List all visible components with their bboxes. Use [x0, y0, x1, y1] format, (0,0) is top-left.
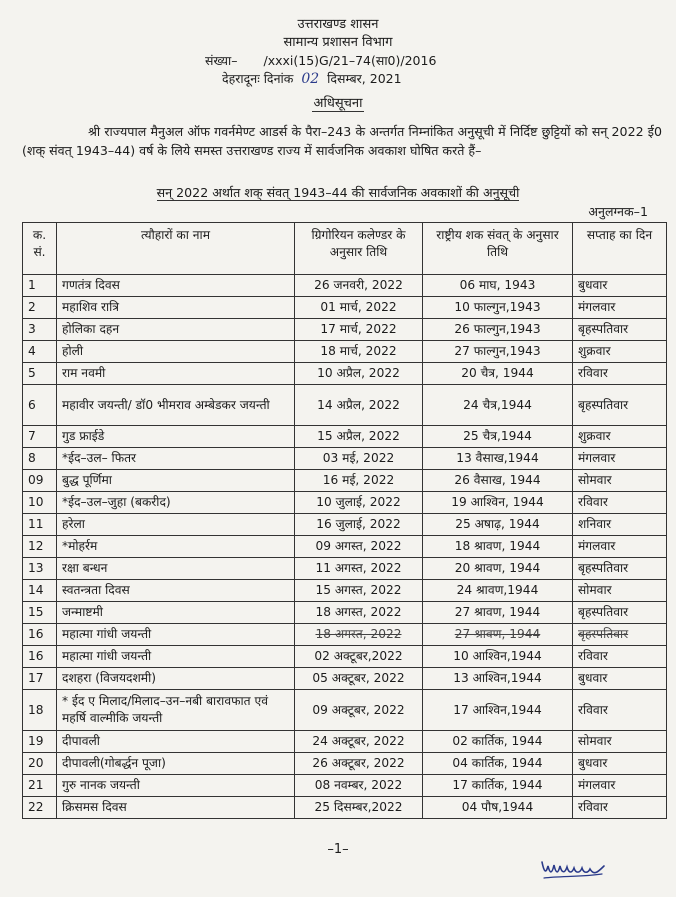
cell-gregorian-date: 24 अक्टूबर, 2022	[295, 731, 423, 753]
cell-shaka-date: 18 श्रावण, 1944	[423, 536, 573, 558]
cell-festival: राम नवमी	[57, 363, 295, 385]
cell-weekday: मंगलवार	[573, 448, 667, 470]
cell-shaka-date: 27 श्रावण, 1944	[423, 602, 573, 624]
table-header-row	[23, 223, 667, 275]
cell-weekday: शनिवार	[573, 514, 667, 536]
cell-gregorian-date: 01 मार्च, 2022	[295, 297, 423, 319]
cell-weekday: बुधवार	[573, 753, 667, 775]
cell-gregorian-date: 25 दिसम्बर,2022	[295, 797, 423, 819]
cell-shaka-date: 20 चैत्र, 1944	[423, 363, 573, 385]
table-row	[23, 558, 667, 580]
cell-shaka-date: 04 कार्तिक, 1944	[423, 753, 573, 775]
cell-weekday: बृहस्पतिवार	[573, 602, 667, 624]
cell-serial: 2	[23, 297, 57, 319]
table-row	[23, 448, 667, 470]
cell-gregorian-date: 10 जुलाई, 2022	[295, 492, 423, 514]
cell-shaka-date: 27 श्रावण, 1944	[423, 624, 573, 646]
cell-festival: दशहरा (विजयदशमी)	[57, 668, 295, 690]
cell-serial: 09	[23, 470, 57, 492]
cell-weekday: रविवार	[573, 797, 667, 819]
col-header-festival: त्यौहारों का नाम	[57, 223, 295, 275]
cell-shaka-date: 24 चैत्र,1944	[423, 385, 573, 426]
cell-festival: दीपावली(गोबर्द्धन पूजा)	[57, 753, 295, 775]
cell-gregorian-date: 08 नवम्बर, 2022	[295, 775, 423, 797]
cell-serial: 17	[23, 668, 57, 690]
cell-shaka-date: 13 आश्विन,1944	[423, 668, 573, 690]
table-row	[23, 385, 667, 426]
cell-shaka-date: 26 फाल्गुन,1943	[423, 319, 573, 341]
cell-gregorian-date: 16 जुलाई, 2022	[295, 514, 423, 536]
cell-festival: *ईद–उल– फितर	[57, 448, 295, 470]
cell-shaka-date: 20 श्रावण, 1944	[423, 558, 573, 580]
cell-festival: *ईद–उल–जुहा (बकरीद)	[57, 492, 295, 514]
cell-shaka-date: 10 आश्विन,1944	[423, 646, 573, 668]
notification-paragraph: श्री राज्यपाल मैनुअल ऑफ गवर्नमेण्ट आडर्स के पैरा–243 के अन्तर्गत निम्नांकित अनुसूची में निर्दिष्ट छुट्टियों को सन् 2022 ई0 (शक् संवत् 1943–44) वर्ष के लिये समस्त उत्तराखण्ड राज्य में सार्वजनिक अवकाश घोषित करते हैं–	[22, 124, 662, 158]
cell-weekday: मंगलवार	[573, 297, 667, 319]
cell-weekday: सोमवार	[573, 470, 667, 492]
cell-festival: *मोहर्रम	[57, 536, 295, 558]
table-row	[23, 297, 667, 319]
cell-shaka-date: 10 फाल्गुन,1943	[423, 297, 573, 319]
govt-name: उत्तराखण्ड शासन	[297, 17, 379, 32]
cell-serial: 19	[23, 731, 57, 753]
cell-shaka-date: 24 श्रावण,1944	[423, 580, 573, 602]
cell-gregorian-date: 18 अगस्त, 2022	[295, 624, 423, 646]
cell-weekday: बृहस्पतिवार	[573, 624, 667, 646]
cell-festival: महात्मा गांधी जयन्ती	[57, 646, 295, 668]
cell-weekday: बुधवार	[573, 668, 667, 690]
cell-serial: 16	[23, 646, 57, 668]
cell-shaka-date: 06 माघ, 1943	[423, 275, 573, 297]
table-row	[23, 753, 667, 775]
cell-shaka-date: 17 आश्विन,1944	[423, 690, 573, 731]
notification-title: अधिसूचना	[313, 96, 363, 111]
cell-festival: महात्मा गांधी जयन्ती	[57, 624, 295, 646]
cell-gregorian-date: 10 अप्रैल, 2022	[295, 363, 423, 385]
cell-serial: 15	[23, 602, 57, 624]
cell-weekday: रविवार	[573, 690, 667, 731]
cell-gregorian-date: 18 अगस्त, 2022	[295, 602, 423, 624]
cell-serial: 22	[23, 797, 57, 819]
cell-shaka-date: 02 कार्तिक, 1944	[423, 731, 573, 753]
cell-festival: जन्माष्टमी	[57, 602, 295, 624]
col-header-serial: क. सं.	[23, 223, 57, 275]
cell-shaka-date: 04 पौष,1944	[423, 797, 573, 819]
cell-festival: महाशिव रात्रि	[57, 297, 295, 319]
cell-festival: दीपावली	[57, 731, 295, 753]
cell-shaka-date: 25 अषाढ़, 1944	[423, 514, 573, 536]
table-row	[23, 775, 667, 797]
cell-gregorian-date: 16 मई, 2022	[295, 470, 423, 492]
table-row	[23, 646, 667, 668]
cell-serial: 8	[23, 448, 57, 470]
holiday-table	[22, 222, 667, 819]
cell-festival: होलिका दहन	[57, 319, 295, 341]
issue-date	[222, 70, 402, 87]
cell-gregorian-date: 26 अक्टूबर, 2022	[295, 753, 423, 775]
cell-weekday: मंगलवार	[573, 536, 667, 558]
cell-serial: 13	[23, 558, 57, 580]
cell-weekday: शुक्रवार	[573, 341, 667, 363]
cell-serial: 12	[23, 536, 57, 558]
cell-shaka-date: 17 कार्तिक, 1944	[423, 775, 573, 797]
cell-gregorian-date: 17 मार्च, 2022	[295, 319, 423, 341]
table-row	[23, 602, 667, 624]
cell-festival: स्वतन्त्रता दिवस	[57, 580, 295, 602]
col-header-gregorian-date: ग्रिगोरियन कलेण्डर के अनुसार तिथि	[295, 223, 423, 275]
cell-festival: क्रिसमस दिवस	[57, 797, 295, 819]
cell-gregorian-date: 26 जनवरी, 2022	[295, 275, 423, 297]
reference-number-value: /xxxi(15)G/21–74(सा0)/2016	[263, 53, 437, 68]
cell-festival: रक्षा बन्धन	[57, 558, 295, 580]
cell-weekday: रविवार	[573, 492, 667, 514]
cell-serial: 1	[23, 275, 57, 297]
cell-serial: 18	[23, 690, 57, 731]
cell-festival: हरेला	[57, 514, 295, 536]
table-row	[23, 426, 667, 448]
cell-serial: 7	[23, 426, 57, 448]
cell-festival: * ईद ए मिलाद/मिलाद–उन–नबी बारावफात एवं महर्षि वाल्मीकि जयन्ती	[57, 690, 295, 731]
handwritten-signature-icon	[538, 852, 608, 882]
cell-weekday: मंगलवार	[573, 775, 667, 797]
reference-number	[205, 52, 436, 69]
cell-festival: बुद्ध पूर्णिमा	[57, 470, 295, 492]
cell-serial: 4	[23, 341, 57, 363]
col-header-shaka-date: राष्ट्रीय शक संवत् के अनुसार तिथि	[423, 223, 573, 275]
cell-weekday: रविवार	[573, 646, 667, 668]
cell-shaka-date: 27 फाल्गुन,1943	[423, 341, 573, 363]
table-row	[23, 319, 667, 341]
cell-gregorian-date: 15 अगस्त, 2022	[295, 580, 423, 602]
table-row	[23, 341, 667, 363]
cell-gregorian-date: 18 मार्च, 2022	[295, 341, 423, 363]
cell-festival: होली	[57, 341, 295, 363]
cell-gregorian-date: 09 अक्टूबर, 2022	[295, 690, 423, 731]
cell-festival: गुड फ्राईडे	[57, 426, 295, 448]
cell-weekday: रविवार	[573, 363, 667, 385]
cell-shaka-date: 26 वैसाख, 1944	[423, 470, 573, 492]
cell-gregorian-date: 14 अप्रैल, 2022	[295, 385, 423, 426]
issue-date-month-year: दिसम्बर, 2021	[327, 71, 402, 86]
cell-weekday: सोमवार	[573, 580, 667, 602]
cell-serial: 5	[23, 363, 57, 385]
cell-gregorian-date: 15 अप्रैल, 2022	[295, 426, 423, 448]
reference-number-label: संख्या–	[205, 53, 238, 68]
cell-serial: 6	[23, 385, 57, 426]
cell-weekday: बृहस्पतिवार	[573, 385, 667, 426]
cell-weekday: शुक्रवार	[573, 426, 667, 448]
cell-gregorian-date: 05 अक्टूबर, 2022	[295, 668, 423, 690]
page-number: –1–	[327, 842, 349, 857]
cell-gregorian-date: 11 अगस्त, 2022	[295, 558, 423, 580]
cell-serial: 14	[23, 580, 57, 602]
cell-serial: 21	[23, 775, 57, 797]
cell-shaka-date: 13 वैसाख,1944	[423, 448, 573, 470]
table-row	[23, 731, 667, 753]
cell-festival: गुरु नानक जयन्ती	[57, 775, 295, 797]
table-row	[23, 275, 667, 297]
department-name: सामान्य प्रशासन विभाग	[283, 35, 393, 50]
table-row	[23, 668, 667, 690]
issue-date-day: 02	[301, 71, 320, 87]
cell-festival: महावीर जयन्ती/ डॉ0 भीमराव अम्बेडकर जयन्ती	[57, 385, 295, 426]
issue-date-prefix: देहरादूनः दिनांक	[222, 71, 294, 86]
table-row	[23, 470, 667, 492]
table-row	[23, 536, 667, 558]
schedule-title: सन् 2022 अर्थात शक् संवत् 1943–44 की सार्वजनिक अवकाशों की अनुसूची	[156, 185, 520, 200]
cell-weekday: बुधवार	[573, 275, 667, 297]
cell-festival: गणतंत्र दिवस	[57, 275, 295, 297]
cell-serial: 3	[23, 319, 57, 341]
cell-shaka-date: 19 आश्विन, 1944	[423, 492, 573, 514]
cell-weekday: बृहस्पतिवार	[573, 319, 667, 341]
table-row	[23, 363, 667, 385]
table-row	[23, 690, 667, 731]
cell-gregorian-date: 02 अक्टूबर,2022	[295, 646, 423, 668]
table-body	[23, 275, 667, 819]
table-row	[23, 580, 667, 602]
table-row	[23, 514, 667, 536]
cell-shaka-date: 25 चैत्र,1944	[423, 426, 573, 448]
cell-serial: 20	[23, 753, 57, 775]
col-header-weekday: सप्ताह का दिन	[573, 223, 667, 275]
cell-serial: 11	[23, 514, 57, 536]
table-row	[23, 624, 667, 646]
cell-serial: 16	[23, 624, 57, 646]
table-row	[23, 492, 667, 514]
annexure-label: अनुलग्नक–1	[588, 204, 648, 219]
cell-weekday: सोमवार	[573, 731, 667, 753]
cell-gregorian-date: 03 मई, 2022	[295, 448, 423, 470]
cell-gregorian-date: 09 अगस्त, 2022	[295, 536, 423, 558]
cell-serial: 10	[23, 492, 57, 514]
table-row	[23, 797, 667, 819]
cell-weekday: बृहस्पतिवार	[573, 558, 667, 580]
